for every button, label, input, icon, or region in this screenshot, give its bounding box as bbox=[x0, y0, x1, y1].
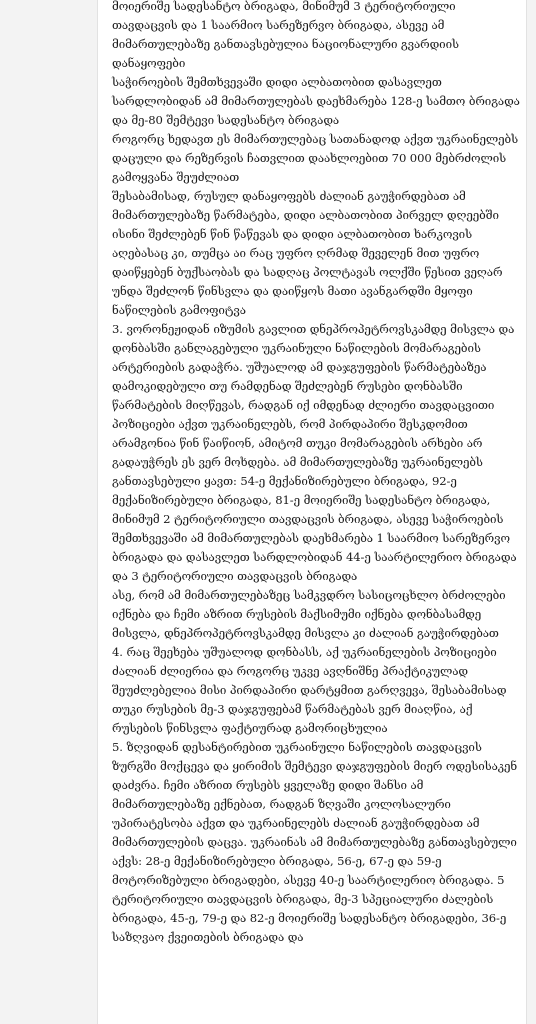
article-paragraph: როგორც ხედავთ ეს მიმართულებაც სათანადოდ აქვთ უკრაინელებს დაცული და რეზერვის ჩათვლით დაახლოებით 70 000 მებრძოლის გამოყვანა შეუძლიათ bbox=[112, 132, 519, 184]
article-paragraph: 5. ზღვიდან დესანტირებით უკრაინული ნაწილების თავდაცვის ზურგში მოქცევა და ყირიმის შემტევი დაჯგუფების მიერ ოდესისაკენ დაძვრა. ჩემი აზრით რუსებს ყველაზე დიდი შანსი ამ მიმართულებაზე ექნებათ, რადგან ზღვაში კოლოსალური უპირატესობა აქვთ და უკრაინელებს ძალიან გაუჭირდებათ ამ მიმართულების დაცვა. უკრაინას ამ მიმართულებაზე განთავსებული აქვს: 28-ე მექანიზირებული ბრიგადა, 56-ე, 67-ე და 59-ე მოტორიზებული ბრიგადები, ასევე 40-ე საარტილერიო ბრიგადა. 5 ტერიტორიული თავდაცვის ბრიგადა, მე-3 სპეციალური ძალების ბრიგადა, 45-ე, 79-ე და 82-ე მოიერიშე სადესანტო ბრიგადები, 36-ე საზღვაო ქვეითების ბრიგადა და bbox=[112, 740, 518, 944]
article-body bbox=[98, 0, 526, 947]
article-paragraph: მოიერიშე სადესანტო ბრიგადა, მინიმუმ 3 ტერიტორიული თავდაცვის და 1 საარმიო სარეზერვო ბრიგადა, ასევე ამ მიმართულებაზე განთავსებულია ნაციონალური გვარდიის დანაყოფები bbox=[112, 0, 459, 70]
article-paragraph: შესაბამისად, რუსულ დანაყოფებს ძალიან გაუჭირდებათ ამ მიმართულებაზე წარმატება, დიდი ალბათობით პირველ დღეებში ისინი შეძლებენ წინ წაწევას და დიდი ალბათობით ხარკოვის აღებასაც კი, თუმცა აი რაც უფრო ღრმად შეველენ მით უფრო დაიწყებენ ბუქსაობას და სადღაც პოლტავას ოლქში წესით ვეღარ უნდა შეძლონ წინსვლა და დაიწყოს მათი ავანგარდში მყოფი ნაწილების გამოფიტვა bbox=[112, 189, 503, 317]
article-paragraph: ასე, რომ ამ მიმართულებაზეც სამკვდრო სასიცოცხლო ბრძოლები იქნება და ჩემი აზრით რუსების მაქსიმუმი იქნება დონბასამდე მისვლა, დნეპროპეტროვსკამდე მისვლა კი ძალიან გაუჭირდებათ bbox=[112, 588, 506, 640]
article-paragraph: საჭიროების შემთხვევაში დიდი ალბათობით დასავლეთ სარდლობიდან ამ მიმართულებას დაეხმარება 128-ე სამთო ბრიგადა და მე-80 შემტევი სადესანტო ბრიგადა bbox=[112, 75, 520, 127]
article-page bbox=[97, 0, 527, 1024]
article-paragraph: 4. რაც შეეხება უშუალოდ დონბასს, აქ უკრაინელების პოზიციები ძალიან ძლიერია და როგორც უკვე ავღნიშნე პრაქტიკულად შეუძლებელია მისი პირდაპირი დარტყმით გარღვევა, შესაბამისად თუკი რუსების მე-3 დაჯგუფებამ წარმატებას ვერ მიაღწია, აქ რუსების წინსვლა ფაქტიურად გამორიცხულია bbox=[112, 645, 507, 735]
article-paragraph: 3. ვორონეჟიდან იზუმის გავლით დნეპროპეტროვსკამდე მისვლა და დონბასში განლაგებული უკრაინული ნაწილების მომარაგების არტერიების გადაჭრა. უშუალოდ ამ დაჯგუფების წარმატებაზეა დამოკიდებული თუ რამდენად შეძლებენ რუსები დონბასში წარმატების მიღწევას, რადგან იქ იმდენად ძლიერი თავდაცვითი პოზიციები აქვთ უკრაინელებს, რომ პირდაპირი შესკდომით არამგონია წინ წაიწიონ, ამიტომ თუკი მომარაგების არხები არ გადაუჭრეს ეს ვერ მოხდება. ამ მიმართულებაზე უკრაინელებს განთავსებული ყავთ: 54-ე მექანიზირებული ბრიგადა, 92-ე მექანიზირებული ბრიგადა, 81-ე მოიერიშე სადესანტო ბრიგადა, მინიმუმ 2 ტერიტორიული თავდაცვის ბრიგადა, ასევე საჭიროების შემთხვევაში ამ მიმართულებას დაეხმარება 1 საარმიო სარეზერვო ბრიგადა და დასავლეთ სარდლობიდან 44-ე საარტილერიო ბრიგადა და 3 ტერიტორიული თავდაცვის ბრიგადა bbox=[112, 322, 517, 583]
